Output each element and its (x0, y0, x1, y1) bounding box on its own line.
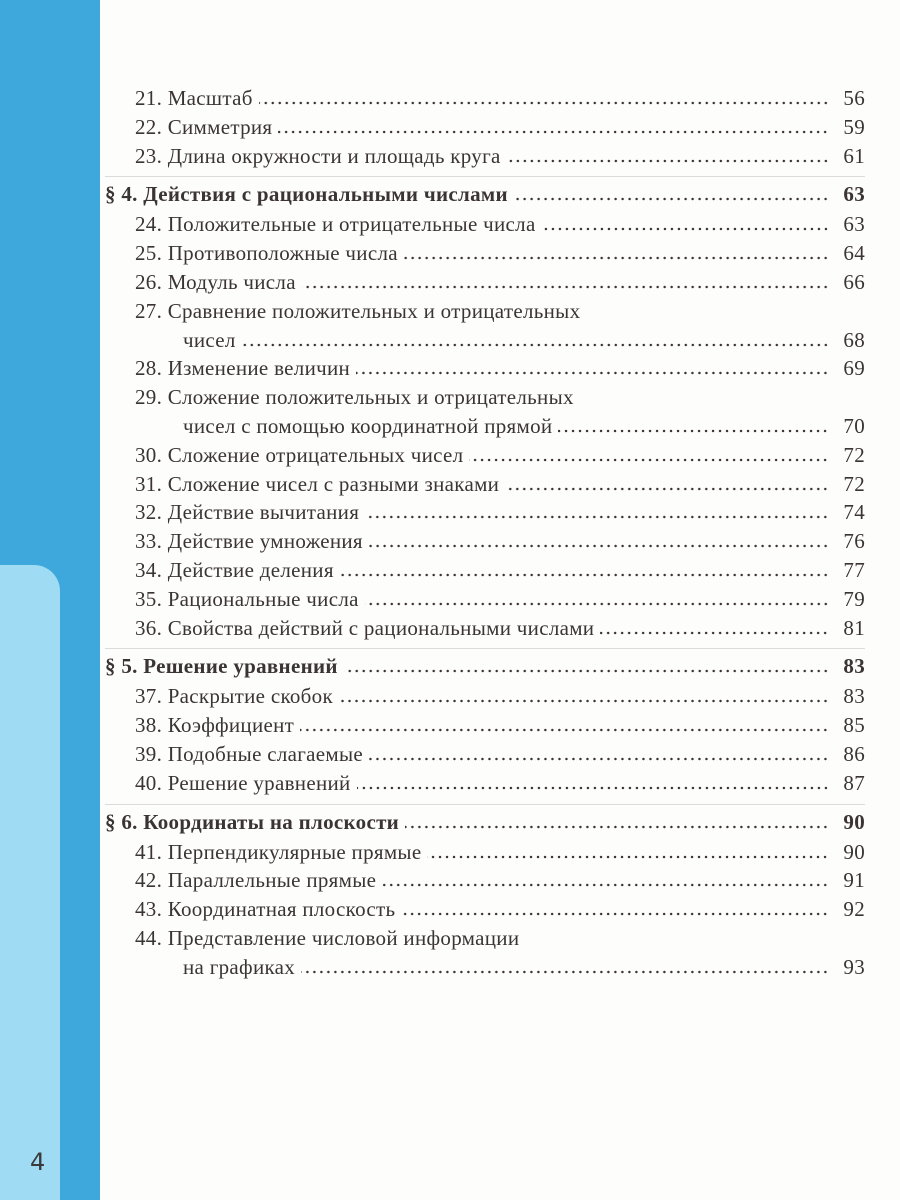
toc-entry-title: 27. Сравнение положительных и отрицательных (135, 298, 581, 323)
toc-entry (105, 616, 865, 645)
toc-entry (105, 868, 865, 897)
toc-entry-title: 23. Длина окружности и площадь круга (135, 143, 501, 168)
toc-entry-title: 38. Коэффициент (135, 713, 295, 738)
dot-leader (405, 825, 829, 829)
toc-entry (105, 558, 865, 587)
dot-leader (507, 159, 829, 163)
toc-entry (105, 472, 865, 501)
toc-entry-title: 30. Сложение отрицательных чисел (135, 442, 464, 467)
toc-entry-title: 42. Параллельные прямые (135, 868, 377, 893)
toc-entry (105, 529, 865, 558)
toc-page-number: 93 (843, 954, 865, 979)
toc-page-number: 76 (843, 529, 865, 554)
toc-entry (105, 840, 865, 869)
toc-entry-title: 35. Рациональные числа (135, 586, 359, 611)
toc-entry-title-cont: чисел с помощью координатной прямой (183, 413, 553, 438)
toc-section (105, 654, 865, 684)
toc-page-number: 72 (843, 442, 865, 467)
dot-leader (300, 728, 829, 732)
toc-entry-title: 41. Перпендикулярные прямые (135, 839, 422, 864)
section-divider (105, 648, 865, 649)
toc-entry (105, 86, 865, 115)
toc-entry (105, 897, 865, 926)
toc-page-number: 77 (843, 557, 865, 582)
dot-leader (259, 101, 829, 105)
toc-entry (105, 500, 865, 529)
toc-page-number: 72 (843, 471, 865, 496)
toc-entry-title: 21. Масштаб (135, 86, 253, 110)
toc-page-number: 63 (843, 212, 865, 237)
dot-leader (302, 285, 829, 289)
dot-leader (356, 371, 829, 375)
toc-entry-title: 44. Представление числовой информации (135, 925, 520, 950)
toc-page-number: 79 (843, 586, 865, 611)
section-divider (105, 176, 865, 177)
toc-entry (105, 713, 865, 742)
toc-entry-line (105, 414, 865, 443)
toc-entry-title: 32. Действие вычитания (135, 500, 360, 525)
section-divider (105, 804, 865, 805)
toc-entry-title: 34. Действие деления (135, 557, 334, 582)
toc-entry-title: 39. Подобные слагаемые (135, 741, 364, 766)
toc-entry-title-cont: на графиках (183, 954, 296, 979)
dot-leader (514, 197, 829, 201)
toc-entry-title: 28. Изменение величин (135, 356, 351, 381)
dot-leader (542, 227, 829, 231)
toc-page-number: 90 (843, 809, 865, 834)
toc-page-number: 81 (843, 615, 865, 640)
page-tab (0, 565, 60, 1200)
toc-entry (105, 115, 865, 144)
dot-leader (339, 699, 829, 703)
toc-section-title: § 5. Решение уравнений (105, 654, 338, 679)
toc-page-number: 70 (843, 413, 865, 438)
toc-entry (105, 742, 865, 771)
dot-leader (404, 256, 829, 260)
toc-entry-title: 33. Действие умножения (135, 529, 363, 554)
toc-page-number: 59 (843, 114, 865, 139)
toc-entry (105, 241, 865, 270)
toc-section-title: § 4. Действия с рациональными числами (105, 182, 508, 207)
toc-page-number: 69 (843, 356, 865, 381)
toc-entry-title: 26. Модуль числа (135, 269, 296, 294)
toc-section-title: § 6. Координаты на плоскости (105, 809, 400, 834)
toc-entry-title: 36. Свойства действий с рациональными числами (135, 615, 595, 640)
dot-leader (382, 883, 829, 887)
dot-leader (505, 487, 829, 491)
toc-entry (105, 771, 865, 800)
toc-entry-line (105, 328, 865, 357)
toc-page-number: 86 (843, 741, 865, 766)
toc-page-number: 68 (843, 327, 865, 352)
toc-page-number: 92 (843, 897, 865, 922)
toc-entry-line (105, 299, 865, 328)
toc-entry (105, 356, 865, 385)
dot-leader (401, 912, 829, 916)
toc-entry-title-cont: чисел (183, 327, 236, 352)
dot-leader (278, 130, 829, 134)
toc-entry-line (105, 955, 865, 984)
toc-page-number: 91 (843, 868, 865, 893)
toc-entry (105, 144, 865, 173)
toc-page-number: 66 (843, 269, 865, 294)
toc-page-number: 74 (843, 500, 865, 525)
dot-leader (340, 573, 829, 577)
toc-page-number: 85 (843, 713, 865, 738)
table-of-contents (105, 86, 865, 984)
toc-page-number: 87 (843, 770, 865, 795)
dot-leader (469, 458, 829, 462)
toc-entry (105, 684, 865, 713)
toc-entry-title: 25. Противоположные числа (135, 241, 398, 266)
dot-leader (427, 855, 829, 859)
toc-entry-title: 37. Раскрытие скобок (135, 684, 333, 709)
toc-entry-line (105, 385, 865, 414)
toc-entry (105, 270, 865, 299)
dot-leader (600, 631, 829, 635)
toc-entry-title: 22. Симметрия (135, 114, 273, 139)
dot-leader (365, 602, 829, 606)
dot-leader (301, 970, 829, 974)
toc-entry-title: 29. Сложение положительных и отрицательных (135, 385, 574, 410)
dot-leader (242, 343, 829, 347)
toc-entry-title: 31. Сложение чисел с разными знаками (135, 471, 500, 496)
toc-section (105, 182, 865, 212)
toc-entry-title: 43. Координатная плоскость (135, 897, 396, 922)
dot-leader (558, 429, 829, 433)
toc-page-number: 63 (843, 182, 865, 207)
toc-entry (105, 212, 865, 241)
dot-leader (344, 669, 829, 673)
toc-page-number: 83 (843, 654, 865, 679)
toc-page-number: 56 (843, 86, 865, 110)
dot-leader (369, 757, 829, 761)
toc-entry (105, 587, 865, 616)
toc-page-number: 61 (843, 143, 865, 168)
toc-page-number: 90 (843, 839, 865, 864)
dot-leader (357, 786, 829, 790)
toc-entry (105, 443, 865, 472)
toc-page-number: 64 (843, 241, 865, 266)
toc-section (105, 810, 865, 840)
dot-leader (369, 544, 829, 548)
page-number: 4 (30, 1148, 46, 1176)
toc-entry-line (105, 926, 865, 955)
toc-page-number: 83 (843, 684, 865, 709)
toc-entry-title: 40. Решение уравнений (135, 770, 351, 795)
dot-leader (365, 515, 829, 519)
toc-entry-title: 24. Положительные и отрицательные числа (135, 212, 536, 237)
